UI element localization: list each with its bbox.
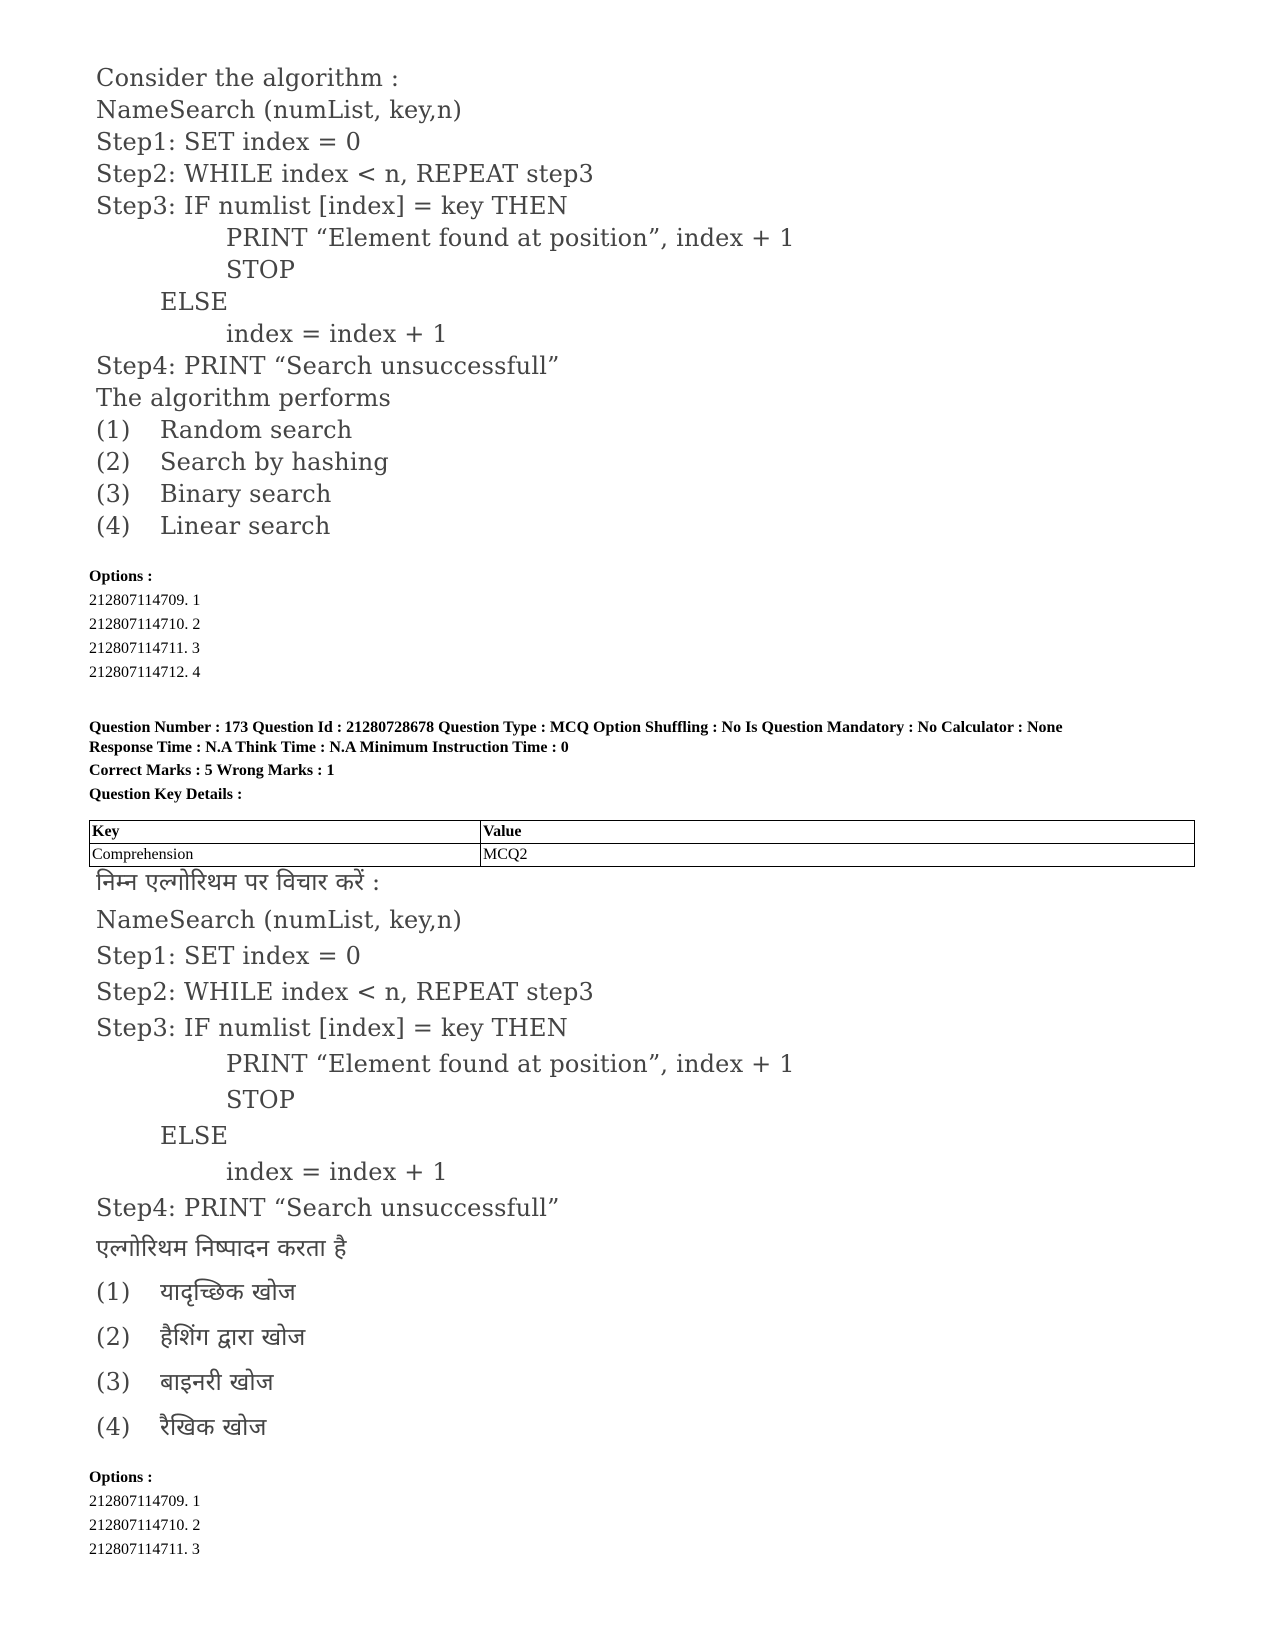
q1-stop: STOP: [226, 256, 296, 284]
q2-option: 212807114709. 1: [89, 1493, 201, 1510]
q2-stop: STOP: [226, 1086, 296, 1114]
q1-choice-num: (2): [96, 448, 131, 476]
table-row: [90, 844, 1195, 867]
q2-step2: Step2: WHILE index < n, REPEAT step3: [96, 978, 595, 1006]
q2-intro: निम्न एल्गोरिथम पर विचार करें :: [96, 868, 381, 896]
q1-step3: Step3: IF numlist [index] = key THEN: [96, 192, 568, 220]
q1-print-line: PRINT “Element found at position”, index + 1: [226, 224, 795, 252]
q2-choice-text: हैशिंग द्वारा खोज: [160, 1323, 306, 1351]
q1-choice-text: Linear search: [160, 512, 331, 540]
q1-step4: Step4: PRINT “Search unsuccessfull”: [96, 352, 560, 380]
q2-else: ELSE: [160, 1122, 229, 1150]
q2-option: 212807114711. 3: [89, 1541, 200, 1558]
q2-increment: index = index + 1: [226, 1158, 448, 1186]
q2-option: 212807114710. 2: [89, 1517, 201, 1534]
q2-choice-text: बाइनरी खोज: [160, 1368, 274, 1396]
q1-step2: Step2: WHILE index < n, REPEAT step3: [96, 160, 595, 188]
q2-choice-num: (2): [96, 1323, 131, 1351]
q2-marks: Correct Marks : 5 Wrong Marks : 1: [89, 762, 335, 779]
q2-key-details-label: Question Key Details :: [89, 786, 243, 803]
q2-choice-num: (1): [96, 1278, 131, 1306]
q2-algo-header: NameSearch (numList, key,n): [96, 906, 463, 934]
q1-choice-text: Search by hashing: [160, 448, 389, 476]
q1-increment: index = index + 1: [226, 320, 448, 348]
q2-choice-num: (4): [96, 1413, 131, 1441]
q1-choice-num: (4): [96, 512, 131, 540]
q2-step4: Step4: PRINT “Search unsuccessfull”: [96, 1194, 560, 1222]
key-details-table: [89, 820, 1195, 867]
q1-step1: Step1: SET index = 0: [96, 128, 362, 156]
q1-prompt: The algorithm performs: [96, 384, 392, 412]
q1-else: ELSE: [160, 288, 229, 316]
q2-meta-line1: Question Number : 173 Question Id : 21280728678 Question Type : MCQ Option Shuffling : No Is Question Mandatory : No Calculator : None: [89, 719, 1063, 736]
q2-prompt: एल्गोरिथम निष्पादन करता है: [96, 1234, 347, 1262]
table-cell-value: MCQ2: [481, 844, 1195, 867]
q1-choice-text: Random search: [160, 416, 353, 444]
q2-step1: Step1: SET index = 0: [96, 942, 362, 970]
table-header-value: Value: [481, 821, 1195, 844]
q1-algo-header: NameSearch (numList, key,n): [96, 96, 463, 124]
q1-choice-text: Binary search: [160, 480, 332, 508]
q1-options-label: Options :: [89, 568, 153, 585]
table-cell-key: Comprehension: [90, 844, 481, 867]
q1-choice-num: (3): [96, 480, 131, 508]
q2-options-label: Options :: [89, 1469, 153, 1486]
table-header-key: Key: [90, 821, 481, 844]
q1-option: 212807114710. 2: [89, 616, 201, 633]
q2-choice-text: रैखिक खोज: [160, 1413, 267, 1441]
q1-option: 212807114711. 3: [89, 640, 200, 657]
q2-step3: Step3: IF numlist [index] = key THEN: [96, 1014, 568, 1042]
table-header-row: [90, 821, 1195, 844]
q2-choice-num: (3): [96, 1368, 131, 1396]
q1-option: 212807114709. 1: [89, 592, 201, 609]
q2-print-line: PRINT “Element found at position”, index + 1: [226, 1050, 795, 1078]
q1-intro: Consider the algorithm :: [96, 64, 400, 92]
q2-choice-text: यादृच्छिक खोज: [160, 1278, 296, 1306]
q2-meta-line2: Response Time : N.A Think Time : N.A Minimum Instruction Time : 0: [89, 739, 569, 756]
q1-choice-num: (1): [96, 416, 131, 444]
q1-option: 212807114712. 4: [89, 664, 201, 681]
